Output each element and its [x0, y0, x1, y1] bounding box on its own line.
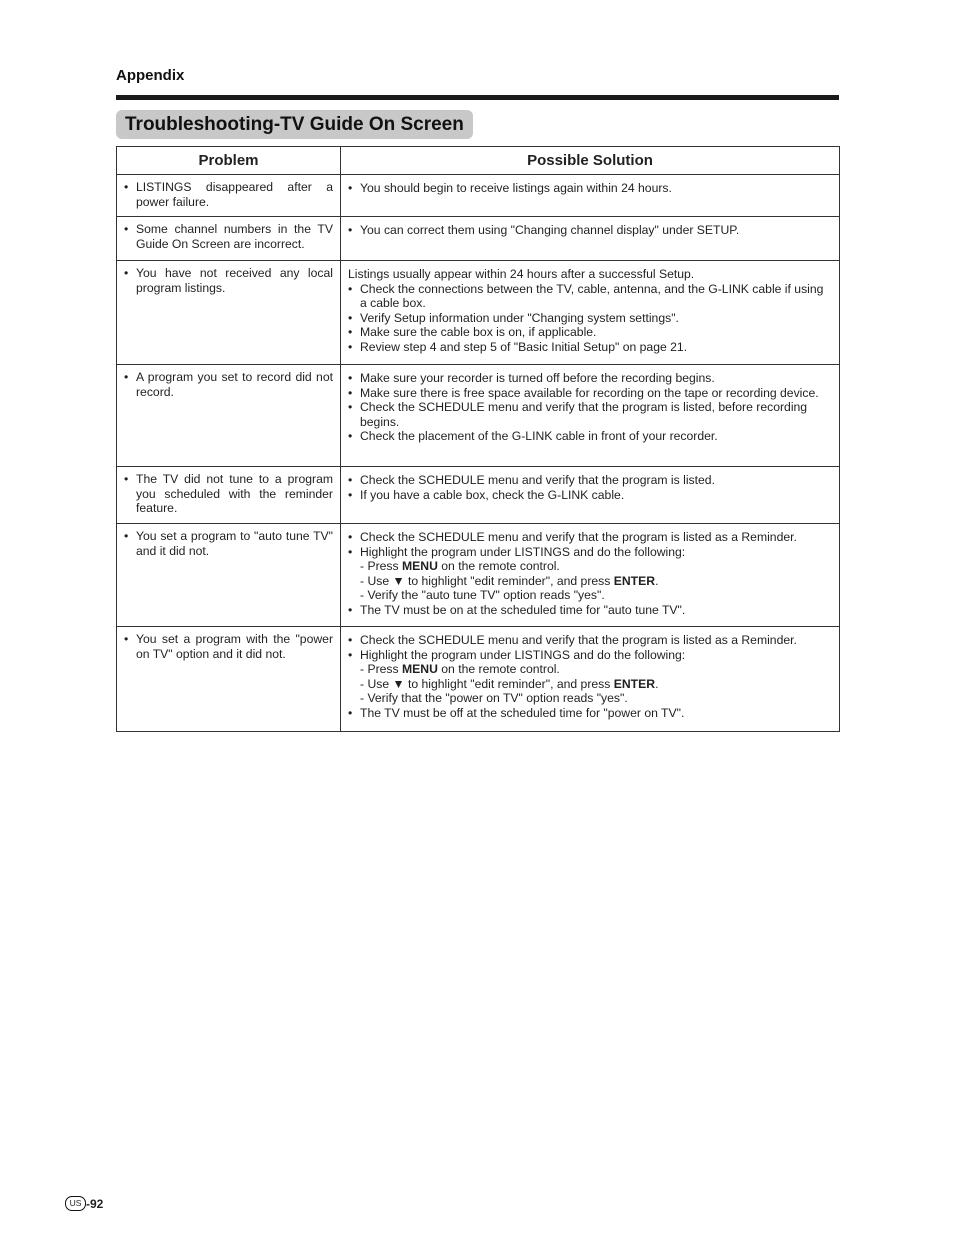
- table-row: [117, 524, 840, 627]
- substep-text: - Press: [360, 559, 402, 574]
- problem-text: • The TV did not tune to a program you scheduled with the reminder feature.: [124, 472, 333, 516]
- problem-cell: [117, 365, 341, 467]
- solution-bullet: • You can correct them using "Changing channel display" under SETUP.: [348, 223, 832, 238]
- solution-substep: [348, 574, 832, 589]
- solution-bullet: • Make sure there is free space available for recording on the tape or recording device.: [348, 386, 832, 401]
- solution-bullet: • Check the SCHEDULE menu and verify that the program is listed as a Reminder.: [348, 633, 832, 648]
- button-keyword: MENU: [401, 662, 438, 677]
- solution-cell: [341, 524, 840, 627]
- table-row: [117, 467, 840, 524]
- problem-cell: [117, 217, 341, 261]
- substep-text: .: [655, 676, 659, 691]
- button-keyword: MENU: [401, 559, 438, 574]
- solution-cell: [341, 175, 840, 217]
- problem-text: • A program you set to record did not record.: [124, 370, 333, 399]
- problem-column-header: Problem: [117, 147, 341, 175]
- problem-cell: [117, 524, 341, 627]
- problem-cell: [117, 467, 341, 524]
- problem-text: • You set a program with the "power on TV" option and it did not.: [124, 632, 333, 661]
- problem-text: • You have not received any local program listings.: [124, 266, 333, 295]
- solution-bullet: • Check the SCHEDULE menu and verify that the program is listed, before recording begins.: [348, 400, 832, 429]
- substep-text: on the remote control.: [437, 559, 560, 574]
- problem-text: • LISTINGS disappeared after a power failure.: [124, 180, 333, 209]
- solution-cell: [341, 627, 840, 732]
- table-row: [117, 175, 840, 217]
- solution-bullet: • Highlight the program under LISTINGS and do the following:: [348, 545, 832, 560]
- substep-text: - Use ▼ to highlight "edit reminder", and press: [360, 573, 614, 588]
- solution-bullet: • Make sure your recorder is turned off before the recording begins.: [348, 371, 832, 386]
- solution-substep: [348, 662, 832, 677]
- problem-text: • Some channel numbers in the TV Guide On Screen are incorrect.: [124, 222, 333, 251]
- table-row: [117, 217, 840, 261]
- solution-bullet: • Review step 4 and step 5 of "Basic Initial Setup" on page 21.: [348, 340, 832, 355]
- solution-bullet: • Make sure the cable box is on, if applicable.: [348, 325, 832, 340]
- button-keyword: ENTER: [613, 676, 656, 691]
- solution-bullet: • If you have a cable box, check the G-LINK cable.: [348, 488, 832, 503]
- solution-bullet: • Check the placement of the G-LINK cable in front of your recorder.: [348, 429, 832, 444]
- problem-cell: [117, 627, 341, 732]
- solution-bullet: • You should begin to receive listings again within 24 hours.: [348, 181, 832, 196]
- solution-note: Listings usually appear within 24 hours after a successful Setup.: [348, 267, 695, 281]
- solution-substep: [348, 677, 832, 692]
- table-header-row: [117, 147, 840, 175]
- problem-cell: [117, 175, 341, 217]
- solution-substep: [348, 691, 832, 706]
- table-row: [117, 365, 840, 467]
- solution-bullet: • The TV must be off at the scheduled time for "power on TV".: [348, 706, 832, 721]
- solution-cell: [341, 365, 840, 467]
- solution-cell: [341, 467, 840, 524]
- section-label: Appendix: [116, 67, 185, 84]
- solution-bullet: • The TV must be on at the scheduled time for "auto tune TV".: [348, 603, 832, 618]
- substep-text: - Verify the "auto tune TV" option reads "yes".: [360, 588, 605, 603]
- solution-substep: [348, 588, 832, 603]
- substep-text: - Use ▼ to highlight "edit reminder", and press: [360, 676, 614, 691]
- substep-text: .: [655, 573, 659, 588]
- us-region-badge: US: [65, 1196, 86, 1211]
- table-row: [117, 627, 840, 732]
- table-row: [117, 261, 840, 365]
- solution-cell: [341, 217, 840, 261]
- header-rule: [116, 95, 839, 100]
- solution-bullet: • Check the connections between the TV, cable, antenna, and the G-LINK cable if using a cable box.: [348, 282, 832, 311]
- substep-text: - Press: [360, 662, 402, 677]
- problem-text: • You set a program to "auto tune TV" and it did not.: [124, 529, 333, 558]
- solution-bullet: • Check the SCHEDULE menu and verify that the program is listed.: [348, 473, 832, 488]
- solution-cell: [341, 261, 840, 365]
- substep-text: - Verify that the "power on TV" option reads "yes".: [360, 691, 628, 706]
- substep-text: on the remote control.: [437, 662, 560, 677]
- page-title: Troubleshooting-TV Guide On Screen: [116, 110, 473, 139]
- solution-column-header: Possible Solution: [341, 147, 840, 175]
- solution-bullet: • Verify Setup information under "Changing system settings".: [348, 311, 832, 326]
- page-footer: [65, 1196, 103, 1211]
- solution-substep: [348, 559, 832, 574]
- button-keyword: ENTER: [613, 573, 656, 588]
- solution-bullet: • Highlight the program under LISTINGS and do the following:: [348, 648, 832, 663]
- page-number: -92: [86, 1196, 104, 1211]
- solution-bullet: • Check the SCHEDULE menu and verify that the program is listed as a Reminder.: [348, 530, 832, 545]
- troubleshooting-table: [116, 146, 840, 732]
- problem-cell: [117, 261, 341, 365]
